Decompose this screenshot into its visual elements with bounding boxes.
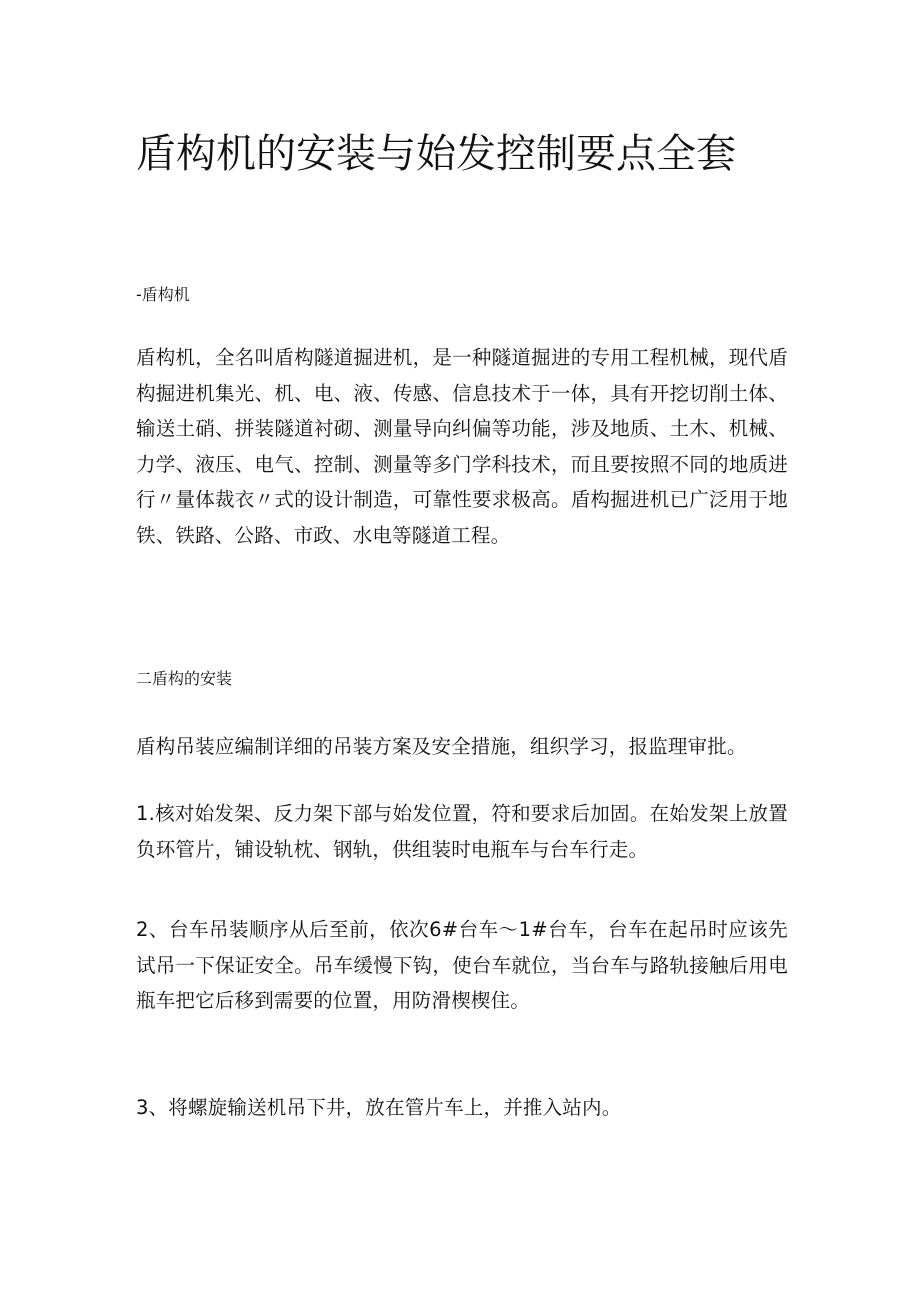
document-title: 盾构机的安装与始发控制要点全套: [136, 131, 736, 177]
section-heading-shield-machine: -盾构机: [136, 285, 190, 304]
paragraph-step-2: 2、台车吊装顺序从后至前，依次6#台车〜1#台车，台车在起吊时应该先试吊一下保证安全。吊车缓慢下钩，使台车就位，当台车与路轨接触后用电瓶车把它后移到需要的位置，用防滑楔楔住。: [136, 918, 788, 1012]
paragraph-hoisting-plan: 盾构吊装应编制详细的吊装方案及安全措施，组织学习，报监理审批。: [136, 735, 747, 758]
paragraph-step-1: 1.核对始发架、反力架下部与始发位置，符和要求后加固。在始发架上放置负环管片，铺设轨枕、钢轨，供组装时电瓶车与台车行走。: [136, 802, 788, 861]
paragraph-step-3: 3、将螺旋输送机吊下井，放在管片车上，并推入站内。: [136, 1096, 622, 1119]
section-heading-installation: 二盾构的安装: [136, 669, 233, 688]
paragraph-shield-machine-intro: 盾构机，全名叫盾构隧道掘进机，是一种隧道掘进的专用工程机械，现代盾构掘进机集光、机、电、液、传感、信息技术于一体，具有开挖切削土体、输送土硝、拼装隧道衬砌、测量导向纠偏等功能，涉及地质、土木、机械、力学、液压、电气、控制、测量等多门学科技术，而且要按照不同的地质进行〃量体裁衣〃式的设计制造，可靠性要求极高。盾构掘进机已广泛用于地铁、铁路、公路、市政、水电等隧道工程。: [136, 346, 788, 547]
